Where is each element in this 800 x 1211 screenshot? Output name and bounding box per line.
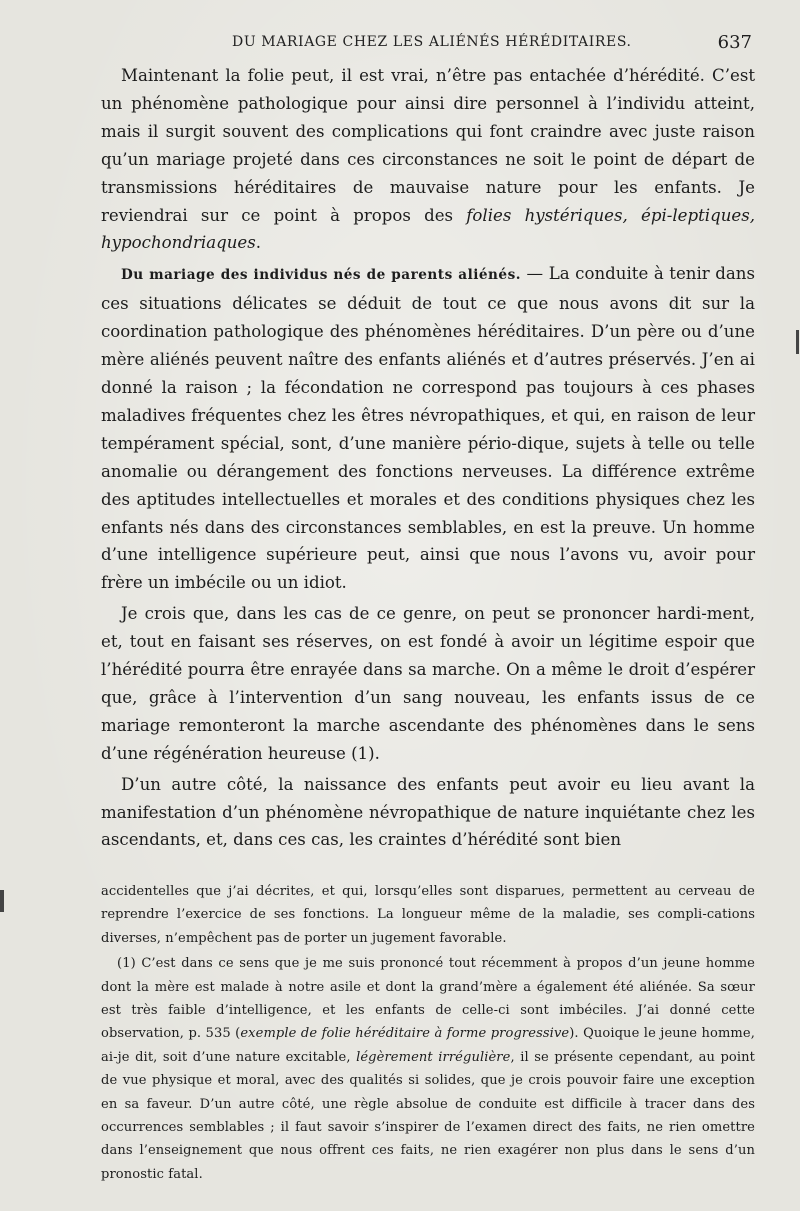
- footnote-1-text-b: ). Quoique le jeune homme, ai-je dit, soit d’une nature excitable,: [101, 1026, 755, 1065]
- paragraph-2-text: — La conduite à tenir dans ces situations délicates se déduit de tout ce que nous avons dit sur la coordination pathologique des phénomènes héréditaires. D’un père ou d’une mère aliénés peuvent naître des enfants aliénés et d’autres préservés. J’en ai donné la raison ; la fécondation ne correspond pas toujours à ces phases maladives fréquentes chez les êtres névropathiques, et qui, en raison de leur tempérament spécial, sont, d’une manière pério-dique, sujets à telle ou telle anomalie ou dérangement des fonctions nerveuses. La différence extrême des aptitudes intellectuelles et morales et des conditions physiques chez les enfants nés dans des circonstances semblables, en est la preuve. Un homme d’une intelligence supérieure peut, ainsi que nous l’avons vu, avoir pour frère un imbécile ou un idiot.: [101, 264, 755, 593]
- paragraph-1-end: .: [255, 233, 262, 253]
- main-text: [101, 62, 755, 854]
- footnote-1: [101, 952, 755, 1186]
- paragraph-4: D’un autre côté, la naissance des enfants peut avoir eu lieu avant la manifestation d’un phénomène névropathique de nature inquiétante chez les ascendants, et, dans ces cas, les craintes d’hérédité sont bien: [101, 774, 755, 850]
- page-header: [100, 34, 752, 56]
- footnote-1-text-a: (1) C’est dans ce sens que je me suis prononcé tout récemment à propos d’un jeune homme dont la mère est malade à notre asile et dont la grand’mère a également été aliénée. Sa sœur est très faible d’intelligence, et les enfants de celle-ci sont imbéciles. J’ai donné cette observation, p. 535 (: [101, 956, 755, 1042]
- page-edge-mark: [0, 890, 4, 912]
- footnote-1-italic-a: exemple de folie héréditaire à forme progressive: [240, 1026, 570, 1042]
- footnote-1-italic-b: légèrement irrégulière: [356, 1049, 511, 1065]
- paragraph-2: [101, 260, 755, 597]
- paragraph-1-text: Maintenant la folie peut, il est vrai, n’être pas entachée d’hérédité. C’est un phénomène pathologique pour ainsi dire personnel à l’individu atteint, mais il surgit souvent des complications qui font craindre avec juste raison qu’un mariage projeté dans ces circonstances ne soit le point de départ de transmissions héréditaires de mauvaise nature pour les enfants. Je reviendrai sur ce point à propos des: [101, 66, 755, 225]
- page-number: 637: [717, 32, 752, 53]
- footnotes: [101, 880, 755, 1186]
- section-heading: Du mariage des individus nés de parents aliénés.: [121, 267, 521, 284]
- paragraph-1: [101, 62, 755, 257]
- footnote-1-text-c: , il se présente cependant, au point de vue physique et moral, avec des qualités si solides, que je crois pouvoir faire une exception en sa faveur. D’un autre côté, une règle absolue de conduite est difficile à tracer dans des occurrences semblables ; il faut savoir s’inspirer de l’examen direct des faits, ne rien omettre dans l’enseignement que nous offrent ces faits, ne rien exagérer non plus dans le sens d’un pronostic fatal.: [101, 1049, 755, 1182]
- footnote-continuation: accidentelles que j’ai décrites, et qui, lorsqu’elles sont disparues, permettent au cerveau de reprendre l’exercice de ses fonctions. La longueur même de la maladie, ses compli-cations diverses, n’empêchent pas de porter un jugement favorable.: [101, 884, 755, 946]
- paragraph-3: Je crois que, dans les cas de ce genre, on peut se prononcer hardi-ment, et, tout en faisant ses réserves, on est fondé à avoir un légitime espoir que l’hérédité pourra être enrayée dans sa marche. On a même le droit d’espérer que, grâce à l’intervention d’un sang nouveau, les enfants issus de ce mariage remonteront la marche ascendante des phénomènes dans le sens d’une régénération heureuse (1).: [101, 604, 755, 763]
- page-edge-mark: [796, 330, 799, 354]
- running-title: DU MARIAGE CHEZ LES ALIÉNÉS HÉRÉDITAIRES.: [232, 34, 632, 50]
- paragraph-1-italic: folies hystériques, épi-leptiques, hypochondriaques: [101, 205, 756, 253]
